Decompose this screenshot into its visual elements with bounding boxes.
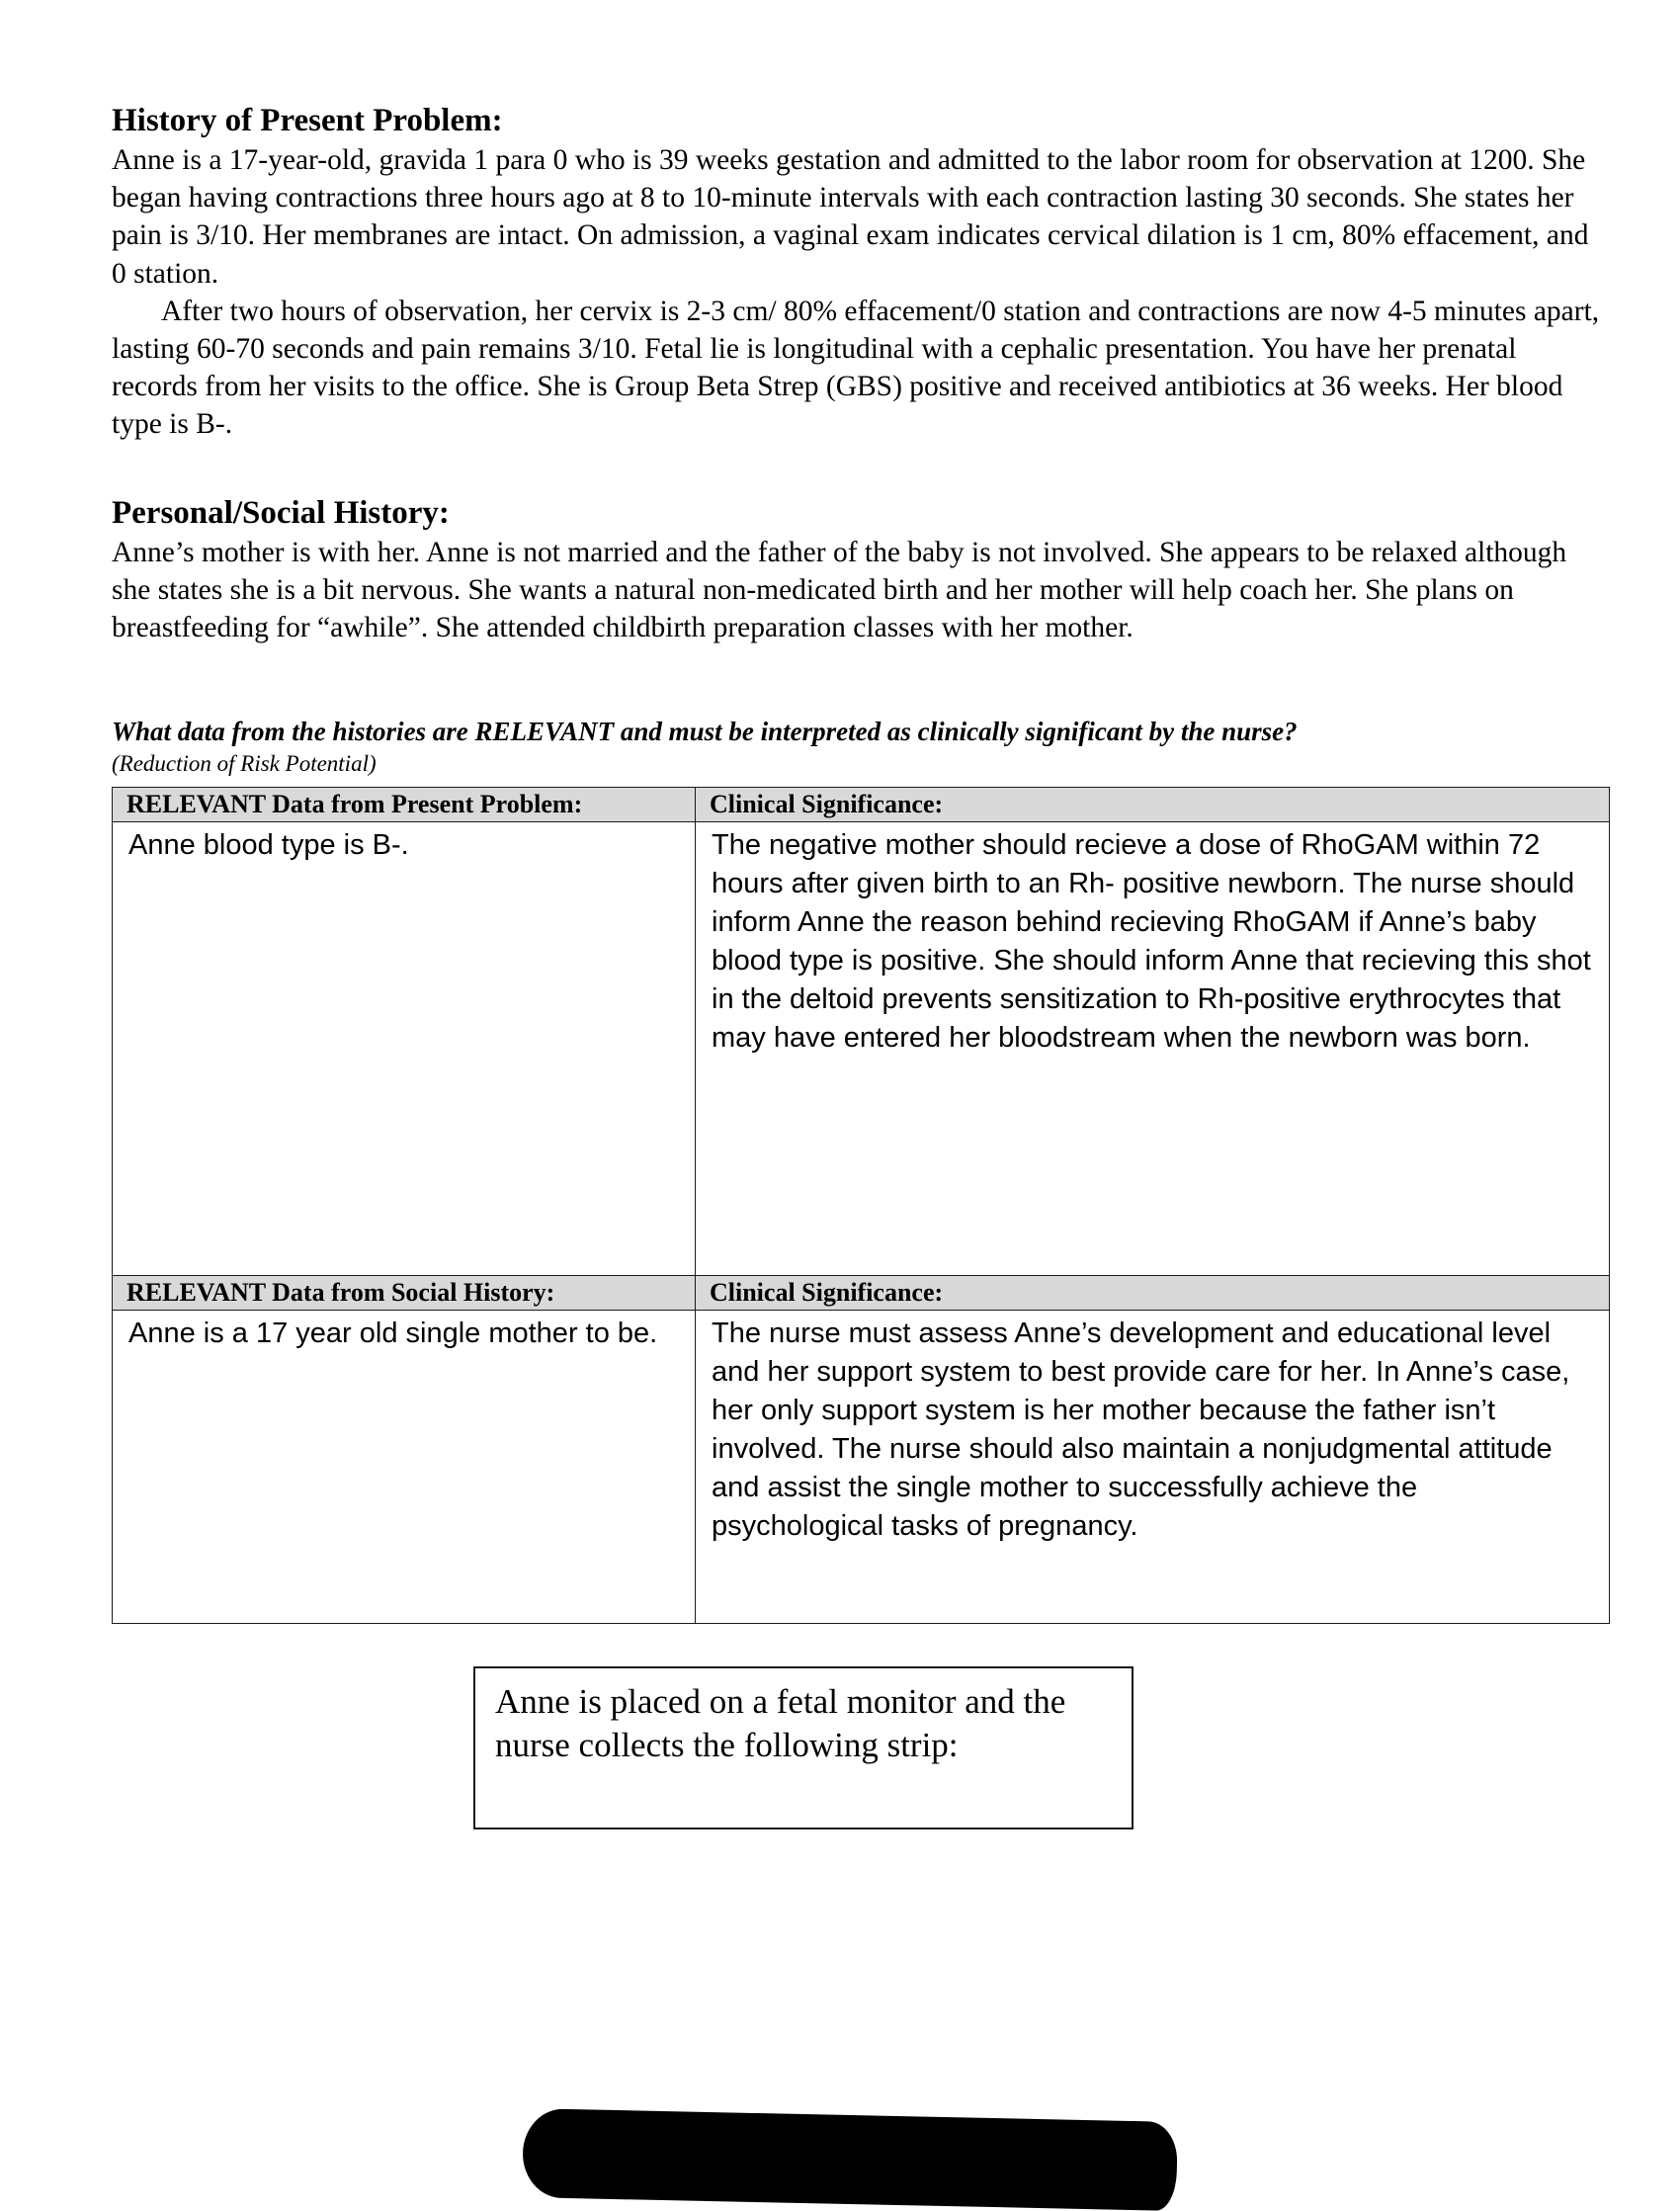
social-history-significance-cell[interactable] <box>696 1311 1610 1624</box>
present-problem-data-text: Anne blood type is B-. <box>128 829 409 861</box>
relevant-data-table <box>112 787 1610 1624</box>
social-history-row <box>113 1311 1610 1624</box>
social-history-data-header <box>113 1276 696 1311</box>
history-paragraph-1: Anne is a 17-year-old, gravida 1 para 0 who is 39 weeks gestation and admitted to the labor room for observation at 1200. She began having contractions three hours ago at 8 to 10-minute intervals with each contraction lasting 30 seconds. She states her pain is 3/10. Her membranes are intact. On admission, a vaginal exam indicates cervical dilation is 1 cm, 80% effacement, and 0 station. <box>112 144 1589 290</box>
header-label: Clinical Significance: <box>710 1278 944 1307</box>
personal-social-history-heading: Personal/Social History: <box>112 495 450 531</box>
present-problem-significance-header <box>696 788 1610 822</box>
social-history-significance-text: The nurse must assess Anne’s development and educational level and her support system to best provide care for her. In Anne’s case, her only support system is her mother because the father isn’t involved. The nurse should also maintain a nonjudgmental attitude and assist the single mother to successfully achieve the psychological tasks of pregnancy. <box>712 1318 1570 1542</box>
personal-social-body <box>112 534 1604 647</box>
present-problem-row <box>113 822 1610 1276</box>
history-paragraph-2: After two hours of observation, her cervix is 2-3 cm/ 80% effacement/0 station and contractions are now 4-5 minutes apart, lasting 60-70 seconds and pain remains 3/10. Fetal lie is longitudinal with a cephalic presentation. You have her prenatal records from her visits to the office. She is Group Beta Strep (GBS) positive and received antibiotics at 36 weeks. Her blood type is B-. <box>112 295 1600 441</box>
question-category: (Reduction of Risk Potential) <box>112 751 377 776</box>
present-problem-significance-cell[interactable] <box>696 822 1610 1276</box>
fetal-monitor-callout-box: Anne is placed on a fetal monitor and the nurse collects the following strip: <box>473 1666 1134 1829</box>
present-problem-data-header <box>113 788 696 822</box>
social-history-header-row <box>113 1276 1610 1311</box>
relevant-data-question: What data from the histories are RELEVANT and must be interpreted as clinically significant by the nurse? <box>112 717 1298 746</box>
header-label: Clinical Significance: <box>710 790 944 818</box>
history-body <box>112 141 1604 444</box>
present-problem-header-row <box>113 788 1610 822</box>
social-history-significance-header <box>696 1276 1610 1311</box>
redaction-mark <box>522 2108 1178 2211</box>
header-label: RELEVANT Data from Present Problem: <box>126 790 583 818</box>
personal-paragraph: Anne’s mother is with her. Anne is not married and the father of the baby is not involved. She appears to be relaxed although she states she is a bit nervous. She wants a natural non-medicated birth and her mother will help coach her. She plans on breastfeeding for “awhile”. She attended childbirth preparation classes with her mother. <box>112 537 1567 644</box>
social-history-data-text: Anne is a 17 year old single mother to be. <box>128 1318 658 1349</box>
header-label: RELEVANT Data from Social History: <box>126 1278 555 1307</box>
history-of-present-problem-heading: History of Present Problem: <box>112 103 503 138</box>
present-problem-significance-text: The negative mother should recieve a dose of RhoGAM within 72 hours after given birth to an Rh- positive newborn. The nurse should inform Anne the reason behind recieving RhoGAM if Anne’s baby blood type is positive. She should inform Anne that recieving this shot in the deltoid prevents sensitization to Rh-positive erythrocytes that may have entered her bloodstream when the newborn was born. <box>712 829 1591 1054</box>
present-problem-data-cell[interactable] <box>113 822 696 1276</box>
social-history-data-cell[interactable] <box>113 1311 696 1624</box>
